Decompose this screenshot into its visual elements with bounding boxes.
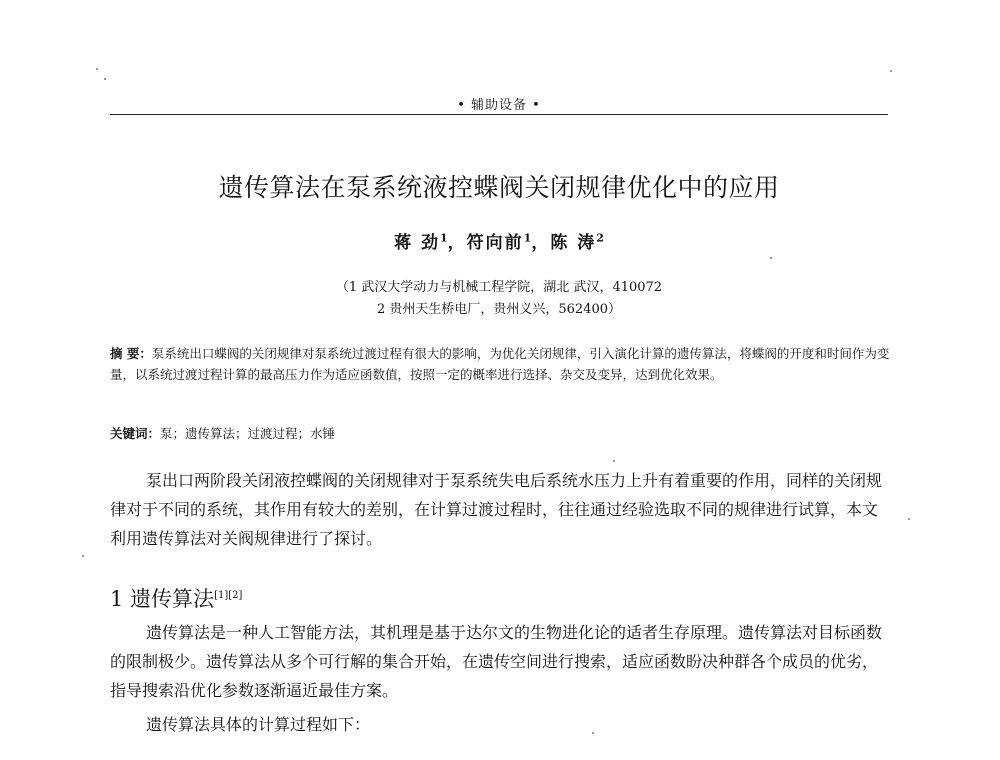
author-separator: ， bbox=[531, 233, 551, 253]
scan-speck bbox=[908, 518, 910, 520]
header-rule bbox=[110, 114, 888, 115]
section-number: 1 bbox=[110, 587, 124, 611]
scan-speck bbox=[890, 70, 892, 72]
author-affiliation-mark: 2 bbox=[596, 231, 604, 245]
author-separator: ， bbox=[447, 233, 467, 253]
intro-paragraph: 泵出口两阶段关闭液控蝶阀的关闭规律对于泵系统失电后系统水压力上升有着重要的作用，同样的关闭规律对于不同的系统，其作用有较大的差别，在计算过渡过程时，往往通过经验选取不同的规律进行试算，本文利用遗传算法对关阀规律进行了探讨。 bbox=[110, 471, 883, 548]
running-header: • 辅助设备 • bbox=[457, 98, 541, 113]
abstract bbox=[110, 343, 890, 385]
section-title: 遗传算法 bbox=[130, 587, 215, 611]
keywords-text: 泵；遗传算法；过渡过程；水锤 bbox=[160, 426, 336, 441]
abstract-label: 摘 要： bbox=[110, 346, 152, 361]
body-paragraph: 遗传算法具体的计算过程如下： bbox=[146, 715, 371, 734]
keywords bbox=[110, 424, 890, 442]
author-name: 符向前 bbox=[466, 233, 524, 253]
scan-speck bbox=[104, 78, 106, 80]
affiliation-2: 2 贵州天生桥电厂，贵州义兴，562400） bbox=[376, 302, 622, 317]
keywords-label: 关键词： bbox=[110, 426, 161, 441]
scan-speck bbox=[613, 460, 615, 462]
scan-speck bbox=[82, 555, 84, 557]
author-name: 陈 涛 bbox=[550, 233, 597, 253]
scan-speck bbox=[96, 68, 98, 70]
author-name: 蒋 劲 bbox=[394, 233, 441, 253]
scan-speck bbox=[592, 732, 594, 734]
section-refs: [1][2] bbox=[214, 590, 243, 601]
paper-title: 遗传算法在泵系统液控蝶阀关闭规律优化中的应用 bbox=[218, 173, 780, 202]
affiliation-1: （1 武汉大学动力与机械工程学院，湖北 武汉，410072 bbox=[335, 280, 663, 295]
abstract-text: 泵系统出口蝶阀的关闭规律对泵系统过渡过程有很大的影响，为优化关闭规律，引入演化计算的遗传算法，将蝶阀的开度和时间作为变量，以系统过渡过程计算的最高压力作为适应函数值，按照一定的概率进行选择、杂交及变异，达到优化效果。 bbox=[110, 346, 890, 382]
author-list bbox=[110, 228, 888, 253]
author-affiliation-mark: 1 bbox=[523, 231, 532, 245]
scan-speck bbox=[770, 257, 772, 259]
author-affiliation-mark: 1 bbox=[440, 231, 448, 245]
section-heading bbox=[110, 583, 242, 613]
body-paragraph: 遗传算法是一种人工智能方法，其机理是基于达尔文的生物进化论的适者生存原理。遗传算法对目标函数的限制极少。遗传算法从多个可行解的集合开始，在遗传空间进行搜索，适应函数盼决种群各个成员的优劣，指导搜索沿优化参数逐渐逼近最佳方案。 bbox=[110, 623, 883, 700]
